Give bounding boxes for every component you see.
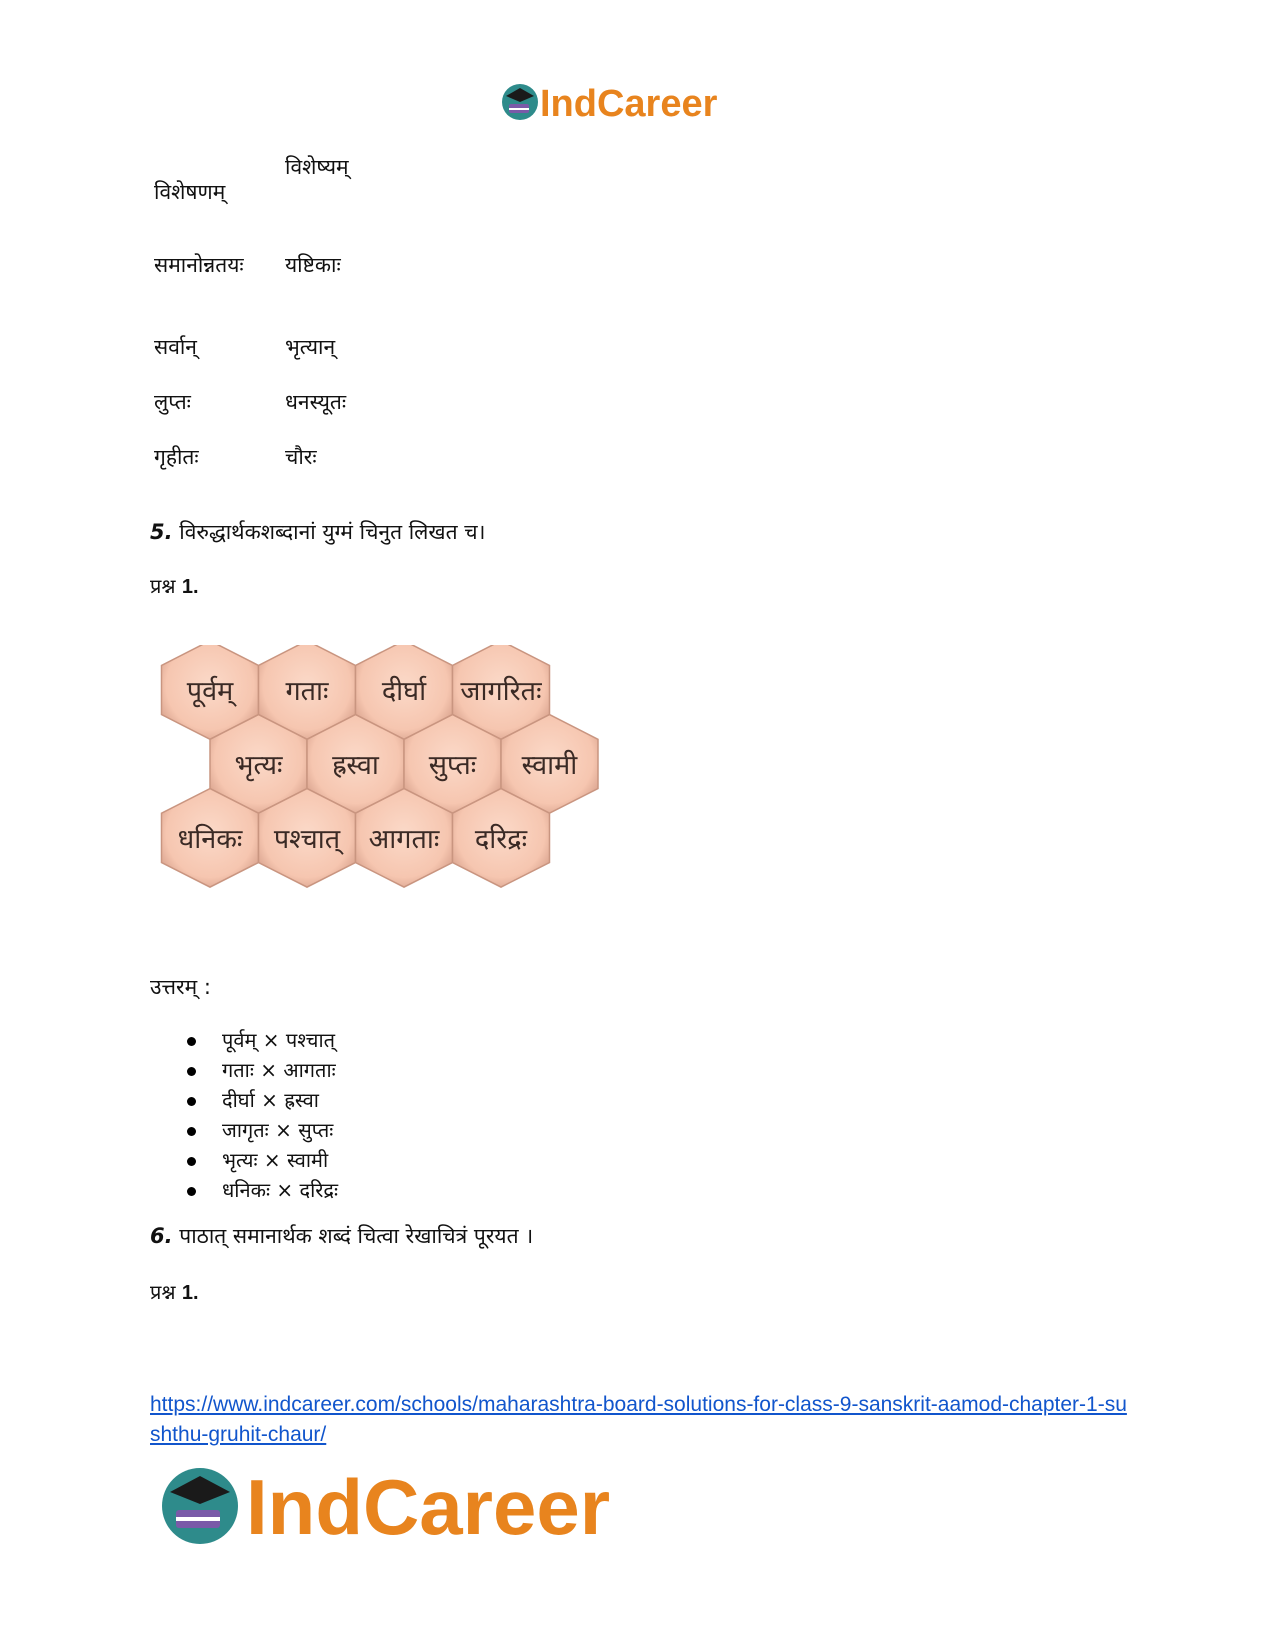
table-cell: धनस्यूतः — [285, 390, 347, 414]
table-cell: चौरः — [285, 445, 317, 469]
indcareer-logo-bottom — [160, 1460, 700, 1550]
hexagon-word: दरिद्रः — [474, 823, 528, 855]
list-item: पूर्वम् × पश्चात् — [222, 1025, 338, 1055]
list-item: धनिकः × दरिद्रः — [222, 1175, 338, 1205]
hexagon-word: धनिकः — [177, 823, 243, 855]
table-cell: भृत्यान् — [285, 335, 336, 359]
list-item: गताः × आगताः — [222, 1055, 338, 1085]
section-6-heading — [150, 1222, 533, 1250]
table-header-noun: विशेष्यम् — [285, 155, 349, 179]
section-text: पाठात् समानार्थक शब्दं चित्वा रेखाचित्रं पूरयत । — [172, 1224, 534, 1248]
svg-text:IndCareer: IndCareer — [246, 1463, 611, 1550]
indcareer-logo-top — [500, 78, 780, 128]
hexagon-word: आगताः — [368, 823, 440, 855]
list-item: दीर्घा × ह्रस्वा — [222, 1085, 338, 1115]
hexagon-word: ह्रस्वा — [332, 749, 379, 781]
answer-list — [150, 1025, 338, 1205]
table-cell: गृहीतः — [154, 445, 199, 469]
svg-text:IndCareer: IndCareer — [540, 83, 718, 125]
hexagon-word: जागरितः — [460, 676, 542, 707]
table-cell: यष्टिकाः — [285, 253, 341, 277]
list-item: भृत्यः × स्वामी — [222, 1145, 338, 1175]
graduation-globe-icon — [502, 84, 538, 120]
graduation-globe-icon — [162, 1468, 238, 1544]
hexagon-word: दीर्घा — [381, 676, 427, 707]
section-number: 5. — [150, 520, 173, 544]
table-cell: समानोन्नतयः — [154, 253, 244, 277]
source-link[interactable]: https://www.indcareer.com/schools/maharashtra-board-solutions-for-class-9-sanskrit-aamod-chapter-1-sushthu-gruhit-chaur/ — [150, 1393, 1127, 1446]
section-number: 6. — [150, 1224, 173, 1248]
list-item: जागृतः × सुप्तः — [222, 1115, 338, 1145]
section-text: विरुद्धार्थकशब्दानां युग्मं चिनुत लिखत च। — [172, 520, 486, 544]
hexagon-word: गताः — [285, 676, 329, 707]
table-cell: लुप्तः — [154, 390, 191, 414]
answer-title: उत्तरम् : — [150, 975, 211, 999]
table-cell: सर्वान् — [154, 335, 197, 359]
table-header-adjective: विशेषणम् — [154, 180, 226, 204]
hexagon-word: भृत्यः — [234, 749, 283, 781]
hexagon-word: पश्चात् — [273, 823, 341, 855]
section-5-heading — [150, 518, 486, 546]
hexagon-word: सुप्तः — [428, 749, 477, 781]
question-label: प्रश्न 1. — [150, 574, 199, 598]
hexagon-word: पूर्वम् — [186, 676, 234, 707]
hexagon-word: स्वामी — [521, 749, 578, 781]
hexagon-word-grid — [160, 645, 640, 910]
question-label: प्रश्न 1. — [150, 1280, 199, 1304]
